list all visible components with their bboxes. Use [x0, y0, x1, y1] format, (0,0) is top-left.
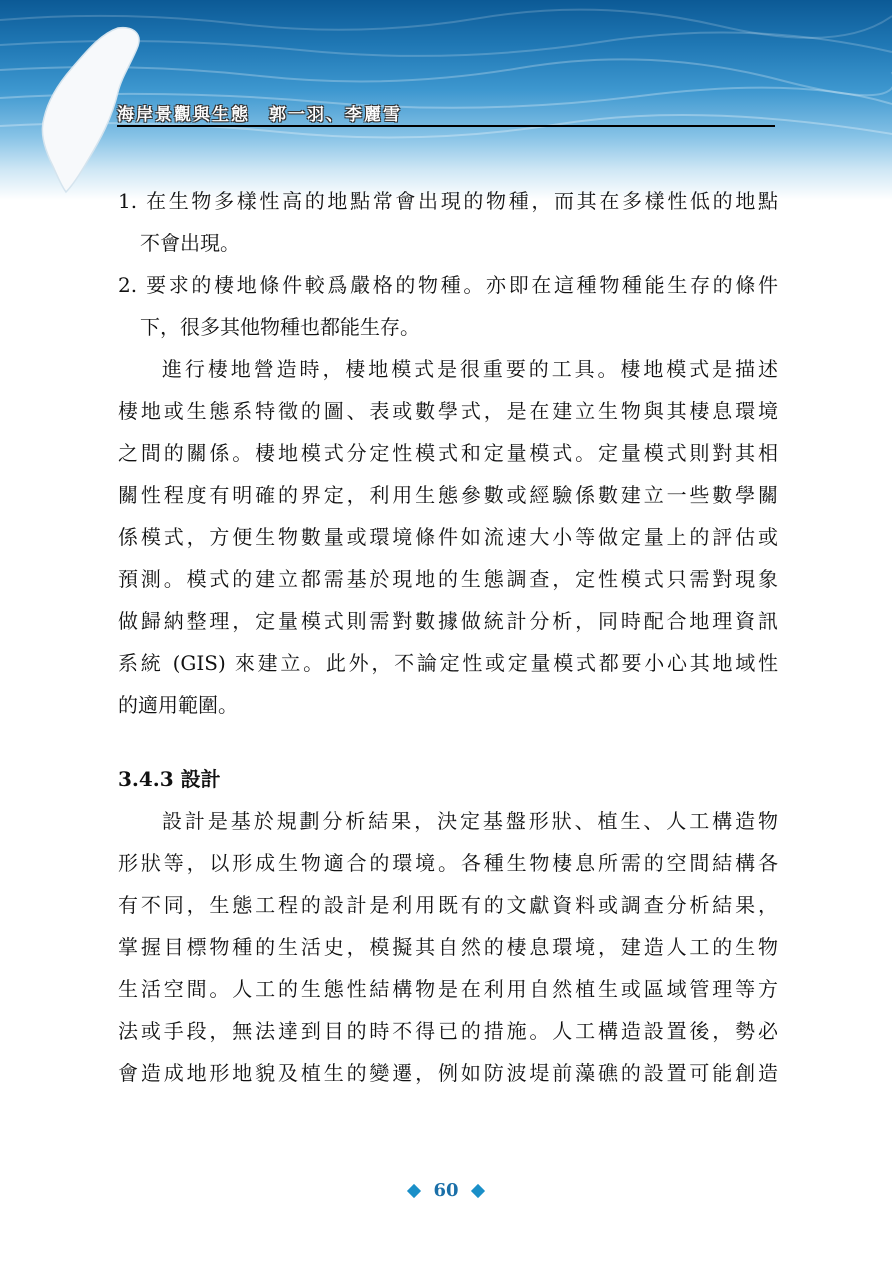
- paragraph-line: 有不同，生態工程的設計是利用既有的文獻資料或調查分析結果，: [118, 893, 778, 917]
- paragraph-line: 棲地或生態系特徵的圖、表或數學式，是在建立生物與其棲息環境: [118, 399, 778, 423]
- paragraph-line: 法或手段，無法達到目的時不得已的措施。人工構造設置後，勢必: [118, 1019, 778, 1043]
- paragraph-line: 設計是基於規劃分析結果，決定基盤形狀、植生、人工構造物: [162, 809, 778, 833]
- list-item: [118, 264, 778, 348]
- paragraph-line: 生活空間。人工的生態性結構物是在利用自然植生或區域管理等方: [118, 977, 778, 1001]
- paragraph-line: 進行棲地營造時，棲地模式是很重要的工具。棲地模式是描述: [162, 357, 778, 381]
- paragraph-line: 關性程度有明確的界定，利用生態參數或經驗係數建立一些數學關: [118, 483, 778, 507]
- paragraph-line: 預測。模式的建立都需基於現地的生態調查，定性模式只需對現象: [118, 567, 778, 591]
- list-item-line: 下，很多其他物種也都能生存。: [140, 315, 420, 339]
- list-item-line: 1. 在生物多樣性高的地點常會出現的物種，而其在多樣性低的地點: [118, 189, 778, 213]
- paragraph-line: 會造成地形地貌及植生的變遷，例如防波堤前藻礁的設置可能創造: [118, 1061, 778, 1085]
- paragraph-line: 做歸納整理，定量模式則需對數據做統計分析，同時配合地理資訊: [118, 609, 778, 633]
- list-item-line: 不會出現。: [140, 231, 240, 255]
- diamond-icon: [470, 1184, 484, 1198]
- paragraph-line: 系統 (GIS) 來建立。此外，不論定性或定量模式都要小心其地域性: [118, 651, 778, 675]
- paragraph-line: 係模式，方便生物數量或環境條件如流速大小等做定量上的評估或: [118, 525, 778, 549]
- header-divider: [117, 125, 775, 127]
- paragraph-line: 的適用範圍。: [118, 693, 238, 717]
- page-content: [118, 180, 778, 1094]
- section-spacer: [118, 726, 778, 742]
- paragraph-habitat-models: [118, 348, 778, 726]
- section-heading: 3.4.3 設計: [118, 767, 221, 791]
- list-item-line: 2. 要求的棲地條件較爲嚴格的物種。亦即在這種物種能生存的條件: [118, 273, 778, 297]
- paragraph-line: 形狀等，以形成生物適合的環境。各種生物棲息所需的空間結構各: [118, 851, 778, 875]
- list-item: [118, 180, 778, 264]
- numbered-list: [118, 180, 778, 348]
- paragraph-line: 掌握目標物種的生活史，模擬其自然的棲息環境，建造人工的生物: [118, 935, 778, 959]
- paragraph-line: 之間的關係。棲地模式分定性模式和定量模式。定量模式則對其相: [118, 441, 778, 465]
- page-footer: [0, 1180, 892, 1201]
- page-number: 60: [433, 1180, 459, 1201]
- diamond-icon: [407, 1184, 421, 1198]
- running-header-title: 海岸景觀與生態 郭一羽、李麗雪: [117, 105, 402, 125]
- paragraph-design: [118, 800, 778, 1094]
